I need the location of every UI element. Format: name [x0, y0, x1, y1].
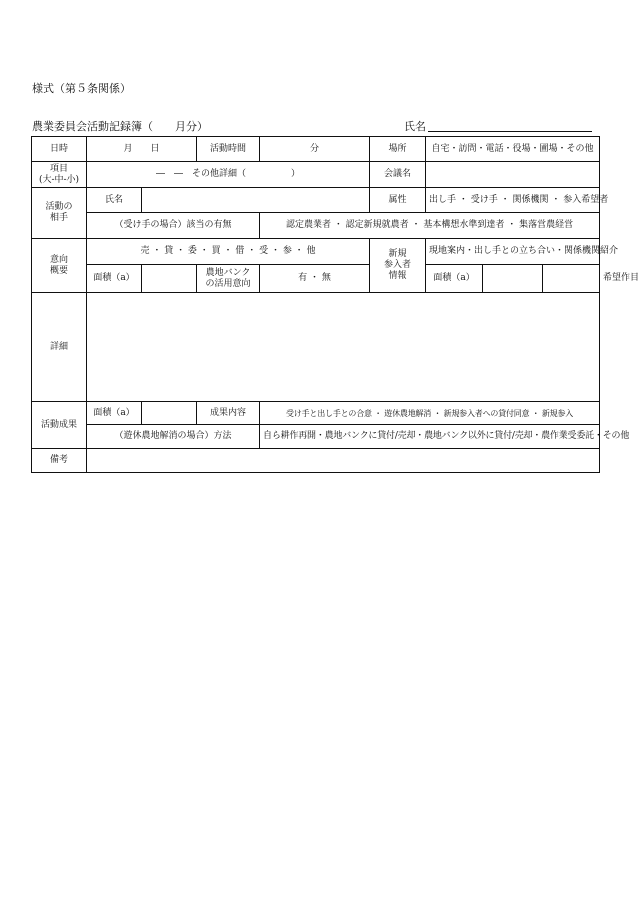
- day-label: 日: [150, 143, 160, 154]
- row-remarks: [32, 449, 600, 473]
- activity-record-table: [31, 136, 639, 473]
- row-item: [32, 162, 600, 188]
- row-date: [32, 137, 600, 162]
- results-area-label: 面積（a）: [87, 402, 142, 425]
- row-intent-area: [32, 265, 600, 293]
- results-area-field[interactable]: [142, 402, 197, 425]
- name-label: 氏名: [404, 120, 426, 133]
- bank-options[interactable]: 有 ・ 無: [260, 265, 370, 293]
- page-title: 農業委員会活動記録簿（ 月分）: [32, 120, 208, 133]
- row-partner-receiver: [32, 213, 600, 239]
- row-details: [32, 293, 600, 402]
- intent-label: 意向 概要: [32, 239, 87, 293]
- place-label: 場所: [370, 137, 426, 162]
- details-label: 詳細: [32, 293, 87, 402]
- newcomer-options[interactable]: 現地案内・出し手との立ち合い・関係機関紹介: [426, 239, 600, 265]
- row-intent-options: [32, 239, 600, 265]
- row-partner-name: [32, 188, 600, 213]
- item-label: 項目 (大-中-小): [32, 162, 87, 188]
- activity-time-field[interactable]: [260, 137, 370, 162]
- intent-options[interactable]: 売 ・ 貸 ・ 委 ・ 買 ・ 借 ・ 受 ・ 参 ・ 他: [87, 239, 370, 265]
- intent-area-field[interactable]: [142, 265, 197, 293]
- receiver-options[interactable]: 認定農業者 ・ 認定新規就農者 ・ 基本構想水準到達者 ・ 集落営農経営: [260, 213, 600, 239]
- partner-name-label: 氏名: [87, 188, 142, 213]
- remarks-label: 備考: [32, 449, 87, 473]
- details-field[interactable]: [87, 293, 600, 402]
- partner-name-field[interactable]: [142, 188, 370, 213]
- remarks-field[interactable]: [87, 449, 600, 473]
- date-field[interactable]: [87, 137, 197, 162]
- minutes-label: 分: [310, 143, 320, 154]
- newcomer-area-field[interactable]: [483, 265, 543, 293]
- results-content-label: 成果内容: [197, 402, 260, 425]
- item-value[interactable]: ― ― その他詳細（ ）: [87, 162, 370, 188]
- row-results-idle: [32, 425, 600, 449]
- date-label: 日時: [32, 137, 87, 162]
- bank-label: 農地バンク の活用意向: [197, 265, 260, 293]
- place-options[interactable]: 自宅・訪問・電話・役場・圃場・その他: [426, 137, 600, 162]
- form-label: 様式（第５条関係）: [32, 82, 131, 95]
- meeting-field[interactable]: [426, 162, 600, 188]
- receiver-label: （受け手の場合）該当の有無: [87, 213, 260, 239]
- attribute-label: 属性: [370, 188, 426, 213]
- activity-time-label: 活動時間: [197, 137, 260, 162]
- attribute-options[interactable]: 出し手 ・ 受け手 ・ 関係機関 ・ 参入希望者: [426, 188, 600, 213]
- partner-label: 活動の 相手: [32, 188, 87, 239]
- meeting-label: 会議名: [370, 162, 426, 188]
- results-label: 活動成果: [32, 402, 87, 449]
- results-content-options[interactable]: 受け手と出し手との合意 ・ 遊休農地解消 ・ 新規参入者への貸付同意 ・ 新規参入: [260, 402, 600, 425]
- name-underline[interactable]: [428, 131, 592, 132]
- intent-area-label: 面積（a）: [87, 265, 142, 293]
- newcomer-area-label: 面積（a）: [426, 265, 483, 293]
- idle-label: （遊休農地解消の場合）方法: [87, 425, 260, 449]
- crop-label: 希望作目: [543, 265, 600, 293]
- row-results-area: [32, 402, 600, 425]
- newcomer-label: 新規 参入者 情報: [370, 239, 426, 293]
- month-label: 月: [123, 143, 133, 154]
- idle-options[interactable]: 自ら耕作再開・農地バンクに貸付/売却・農地バンク以外に貸付/売却・農作業受委託・その他: [260, 425, 600, 449]
